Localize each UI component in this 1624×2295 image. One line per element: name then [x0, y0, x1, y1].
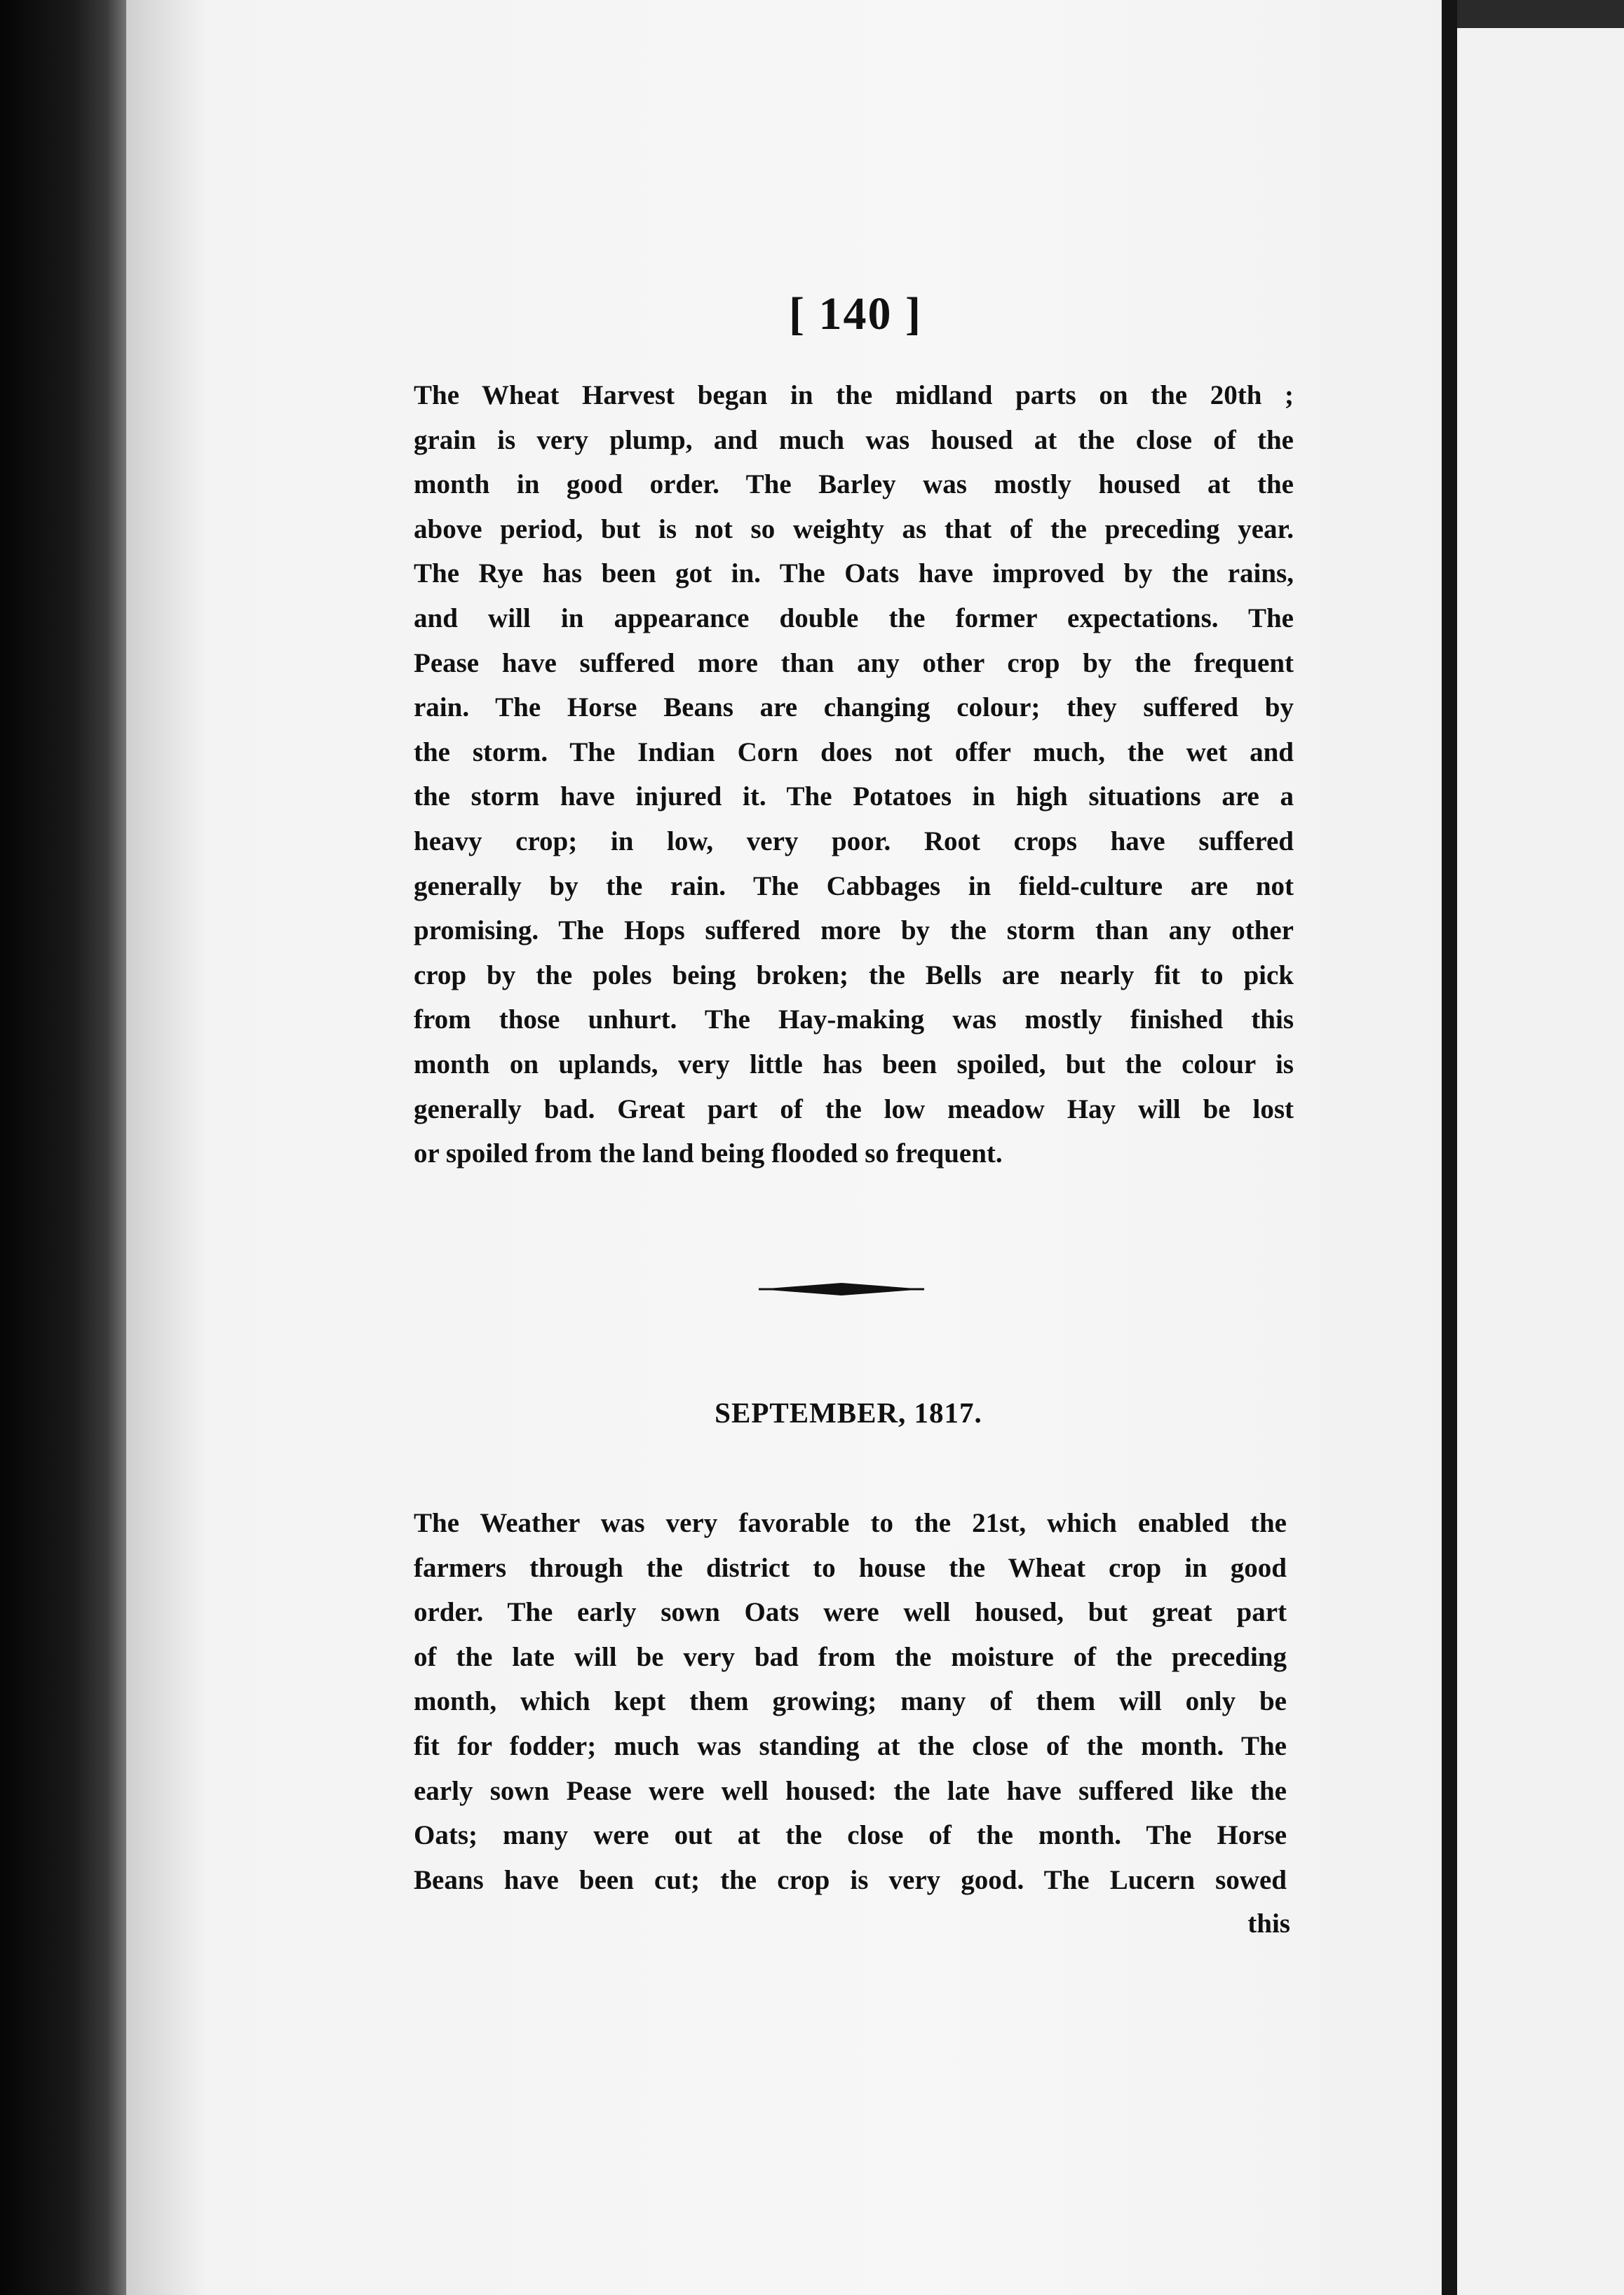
text-line: or spoiled from the land being flooded so frequent. [414, 1138, 1003, 1169]
text-line: the storm. The Indian Corn does not offer much, the wet and [414, 736, 1294, 767]
text-line: order. The early sown Oats were well housed, but great part [414, 1597, 1287, 1628]
text-line: month, which kept them growing; many of them will only be [414, 1686, 1287, 1717]
text-line: grain is very plump, and much was housed at the close of the [414, 424, 1294, 455]
text-line: and will in appearance double the former expectations. The [414, 603, 1294, 633]
text-line: The Weather was very favorable to the 21st, which enabled the [414, 1508, 1287, 1538]
ornament-divider [759, 1275, 924, 1303]
text-line: farmers through the district to house the Wheat crop in good [414, 1552, 1287, 1583]
scan-left-border [0, 0, 133, 2295]
text-line: of the late will be very bad from the moisture of the preceding [414, 1641, 1287, 1672]
text-line: month on uplands, very little has been spoiled, but the colour is [414, 1049, 1294, 1079]
text-line: early sown Pease were well housed: the late have suffered like the [414, 1775, 1287, 1806]
section-heading: SEPTEMBER, 1817. [715, 1396, 982, 1429]
text-line: rain. The Horse Beans are changing colour; they suffered by [414, 692, 1294, 723]
text-line: generally bad. Great part of the low meadow Hay will be lost [414, 1093, 1294, 1124]
text-line: above period, but is not so weighty as that of the preceding year. [414, 513, 1294, 544]
text-line: from those unhurt. The Hay-making was mostly finished this [414, 1004, 1294, 1035]
text-line: Oats; many were out at the close of the month. The Horse [414, 1820, 1287, 1851]
scan-top-border [1457, 0, 1624, 28]
text-line: Pease have suffered more than any other crop by the frequent [414, 647, 1294, 678]
page-number: [ 140 ] [789, 288, 922, 339]
facing-page-edge [1457, 28, 1624, 2295]
text-line: Beans have been cut; the crop is very good. The Lucern sowed [414, 1864, 1287, 1895]
text-line: promising. The Hops suffered more by the storm than any other [414, 915, 1294, 946]
paragraph-september-report [414, 1501, 1287, 1902]
text-line: fit for fodder; much was standing at the close of the month. The [414, 1730, 1287, 1761]
text-line: The Rye has been got in. The Oats have improved by the rains, [414, 558, 1294, 589]
text-line: month in good order. The Barley was mostly housed at the [414, 469, 1294, 500]
text-line: heavy crop; in low, very poor. Root crops have suffered [414, 826, 1294, 856]
text-line: crop by the poles being broken; the Bells are nearly fit to pick [414, 960, 1294, 990]
catchword: this [1247, 1909, 1290, 1939]
paragraph-august-report [414, 373, 1294, 1176]
text-line: generally by the rain. The Cabbages in field-culture are not [414, 870, 1294, 901]
text-line: The Wheat Harvest began in the midland parts on the 20th ; [414, 380, 1294, 410]
book-gutter [1442, 0, 1457, 2295]
text-line: the storm have injured it. The Potatoes in high situations are a [414, 781, 1294, 812]
